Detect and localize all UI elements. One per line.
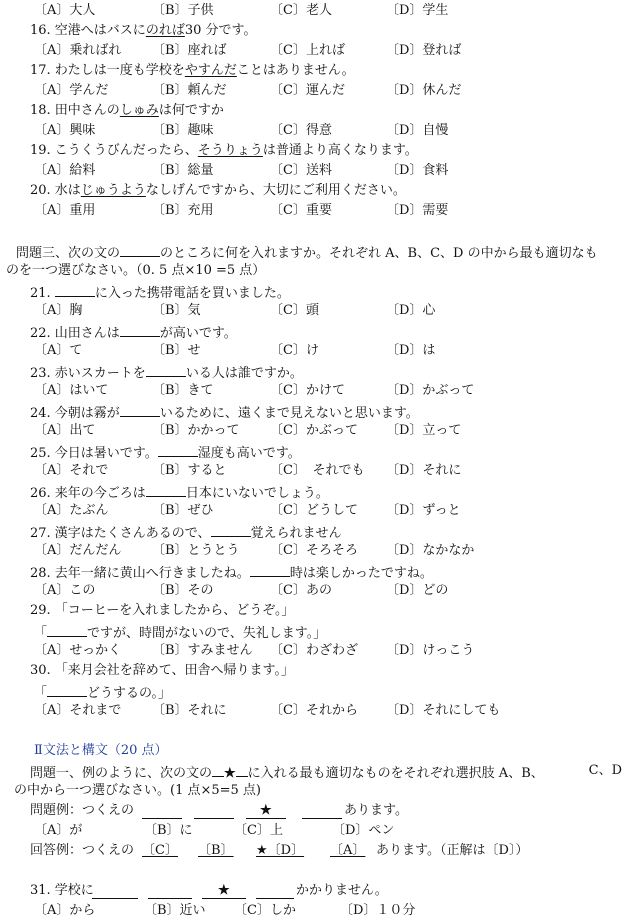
q19-stem: 19. こうくうびんだったら、そうりょうは普通より高くなります。: [30, 143, 418, 158]
blank: [47, 622, 87, 637]
example-sentence: 問題例：つくえの ★ あります。: [30, 803, 408, 818]
star-icon: ★: [224, 766, 236, 781]
q15-option-b: 〔B〕子供: [152, 3, 214, 18]
q30-option-a: 〔A〕それまで: [34, 703, 122, 718]
q30-option-b: 〔B〕それに: [152, 703, 227, 718]
q18-option-a: 〔A〕興味: [34, 123, 96, 138]
q15-option-c: 〔C〕老人: [270, 3, 332, 18]
q18-option-b: 〔B〕趣味: [152, 123, 214, 138]
q30-stem: 30. 「来月会社を辞めて、田舎へ帰ります。」: [30, 663, 295, 678]
example-option-a: 〔A〕が: [34, 823, 83, 838]
q24-option-d: 〔D〕立って: [386, 423, 462, 438]
q25-option-a: 〔A〕それで: [34, 463, 109, 478]
q31-option-c: 〔C〕しか: [234, 903, 296, 918]
blank: [211, 522, 251, 537]
q16-stem: 16. 空港へはバスにのれば30 分です。: [30, 23, 257, 38]
q17-stem: 17. わたしは一度も学校をやすんだことはありません。: [30, 63, 355, 78]
q15-option-d: 〔D〕学生: [386, 3, 449, 18]
q20-option-a: 〔A〕重用: [34, 203, 96, 218]
star-icon: ★: [260, 803, 272, 818]
q23-option-d: 〔D〕かぶって: [386, 383, 475, 398]
q17-option-b: 〔B〕頼んだ: [152, 83, 227, 98]
q19-option-b: 〔B〕総量: [152, 163, 214, 178]
q15-option-a: 〔A〕大人: [34, 3, 96, 18]
q16-option-c: 〔C〕上れば: [270, 43, 345, 58]
blank: [158, 442, 198, 457]
q31-option-b: 〔B〕近い: [144, 903, 206, 918]
blank: [302, 804, 342, 819]
q21-stem: 21. に入った携帯電話を買いました。: [30, 282, 290, 300]
answer-example: 回答例：つくえの 〔C〕 〔B〕 ★〔D〕 〔A〕 あります。（正解は〔D〕）: [30, 843, 529, 858]
q30-option-d: 〔D〕それにしても: [386, 703, 501, 718]
q21-option-c: 〔C〕頭: [270, 303, 319, 318]
blank: [120, 322, 160, 337]
q17-option-d: 〔D〕休んだ: [386, 83, 462, 98]
q18-option-c: 〔C〕得意: [270, 123, 332, 138]
q23-stem: 23. 赤いスカートを いる人は誰ですか。: [30, 362, 303, 380]
q26-option-a: 〔A〕たぶん: [34, 503, 109, 518]
q31-option-d: 〔D〕１０分: [340, 903, 416, 918]
q23-option-b: 〔B〕きて: [152, 383, 214, 398]
q31-option-a: 〔A〕から: [34, 903, 96, 918]
q26-stem: 26. 来年の今ごろは 日本にいないでしょう。: [30, 482, 329, 500]
q28-stem: 28. 去年一緒に黄山へ行きましたね。 時は楽しかったですね。: [30, 562, 433, 580]
blank: [212, 762, 224, 777]
blank: [146, 482, 186, 497]
example-option-d: 〔D〕ペン: [332, 823, 395, 838]
q16-option-d: 〔D〕登れば: [386, 43, 462, 58]
q27-option-a: 〔A〕だんだん: [34, 543, 122, 558]
q22-option-d: 〔D〕は: [386, 343, 436, 358]
q27-stem: 27. 漢字はたくさんあるので、 覚えられません: [30, 522, 342, 540]
q20-option-c: 〔C〕重要: [270, 203, 332, 218]
q21-option-b: 〔B〕気: [152, 303, 201, 318]
q17-option-c: 〔C〕運んだ: [270, 83, 345, 98]
q23-option-c: 〔C〕かけて: [270, 383, 345, 398]
q20-option-d: 〔D〕需要: [386, 203, 449, 218]
q19-option-c: 〔C〕送料: [270, 163, 332, 178]
q26-option-b: 〔B〕ぜひ: [152, 503, 214, 518]
q22-option-b: 〔B〕せ: [152, 343, 201, 358]
q30-reply: 「 どうするの。」: [34, 682, 171, 700]
q19-option-d: 〔D〕食料: [386, 163, 449, 178]
mondai3-instructions-line2: のを一つ選びなさい。（0. 5 点×10 =5 点）: [6, 263, 266, 278]
section-title: Ⅱ文法と構文（20 点）: [34, 743, 168, 758]
q18-stem: 18. 田中さんのしゅみは何ですか: [30, 103, 224, 118]
q24-option-b: 〔B〕かかって: [152, 423, 240, 438]
q25-stem: 25. 今日は暑いです。 湿度も高いです。: [30, 442, 301, 460]
q29-stem: 29. 「コーヒーを入れましたから、どうぞ。」: [30, 603, 295, 618]
q25-option-d: 〔D〕それに: [386, 463, 462, 478]
q27-option-c: 〔C〕そろそろ: [270, 543, 358, 558]
q22-option-c: 〔C〕け: [270, 343, 319, 358]
mondai1-instructions-line2: の中から一つ選びなさい。(1 点×5=5 点): [14, 783, 262, 798]
q26-option-d: 〔D〕ずっと: [386, 503, 461, 518]
q22-stem: 22. 山田さんは が高いです。: [30, 322, 237, 340]
q16-option-a: 〔A〕乗ればれ: [34, 43, 122, 58]
blank: [120, 402, 160, 417]
q28-option-c: 〔C〕あの: [270, 583, 332, 598]
blank: [55, 282, 95, 297]
q28-option-d: 〔D〕どの: [386, 583, 449, 598]
q26-option-c: 〔C〕どうして: [270, 503, 358, 518]
blank: [194, 804, 234, 819]
q25-option-b: 〔B〕すると: [152, 463, 227, 478]
q29-option-d: 〔D〕けっこう: [386, 643, 475, 658]
blank: [47, 682, 87, 697]
q25-option-c: 〔C〕 それでも: [270, 463, 365, 478]
q21-option-d: 〔D〕心: [386, 303, 436, 318]
q31-stem: 31. 学校に ★ かかりません。: [30, 883, 388, 898]
blank: [236, 762, 248, 777]
q23-option-a: 〔A〕はいて: [34, 383, 109, 398]
q28-option-a: 〔A〕この: [34, 583, 96, 598]
q24-stem: 24. 今朝は霧が いるために、遠くまで見えないと思います。: [30, 402, 419, 420]
q20-stem: 20. 水はじゅうようなしげんですから、大切にご利用ください。: [30, 183, 406, 198]
q24-option-a: 〔A〕出て: [34, 423, 96, 438]
q19-option-a: 〔A〕給料: [34, 163, 96, 178]
example-option-b: 〔B〕に: [144, 823, 193, 838]
blank: [256, 884, 294, 899]
mondai3-instructions-line1: 問題三、次の文の のところに何を入れますか。それぞれ A、B、C、D の中から最も適切なも: [16, 242, 598, 260]
blank: [142, 804, 182, 819]
star-icon: ★: [218, 883, 230, 898]
blank: [120, 242, 160, 257]
blank: [146, 362, 186, 377]
q28-option-b: 〔B〕その: [152, 583, 214, 598]
q22-option-a: 〔A〕て: [34, 343, 83, 358]
blank: [148, 884, 192, 899]
q21-option-a: 〔A〕胸: [34, 303, 83, 318]
mondai1-instructions-line1: 問題一、例のように、次の文の ★ に入れる最も適切なものをそれぞれ選択肢 A、B、 C、D: [30, 763, 622, 781]
q29-reply: 「 ですが、時間がないので、失礼します。」: [34, 622, 326, 640]
q24-option-c: 〔C〕かぶって: [270, 423, 358, 438]
q29-option-c: 〔C〕わざわざ: [270, 643, 358, 658]
q20-option-b: 〔B〕充用: [152, 203, 214, 218]
q18-option-d: 〔D〕自慢: [386, 123, 449, 138]
q16-option-b: 〔B〕座れば: [152, 43, 227, 58]
q27-option-b: 〔B〕とうとう: [152, 543, 240, 558]
q17-option-a: 〔A〕学んだ: [34, 83, 109, 98]
q29-option-b: 〔B〕すみません: [152, 643, 253, 658]
q27-option-d: 〔D〕なかなか: [386, 543, 475, 558]
blank: [92, 884, 138, 899]
example-option-c: 〔C〕上: [234, 823, 283, 838]
q29-option-a: 〔A〕せっかく: [34, 643, 122, 658]
q30-option-c: 〔C〕それから: [270, 703, 358, 718]
blank: [250, 562, 290, 577]
